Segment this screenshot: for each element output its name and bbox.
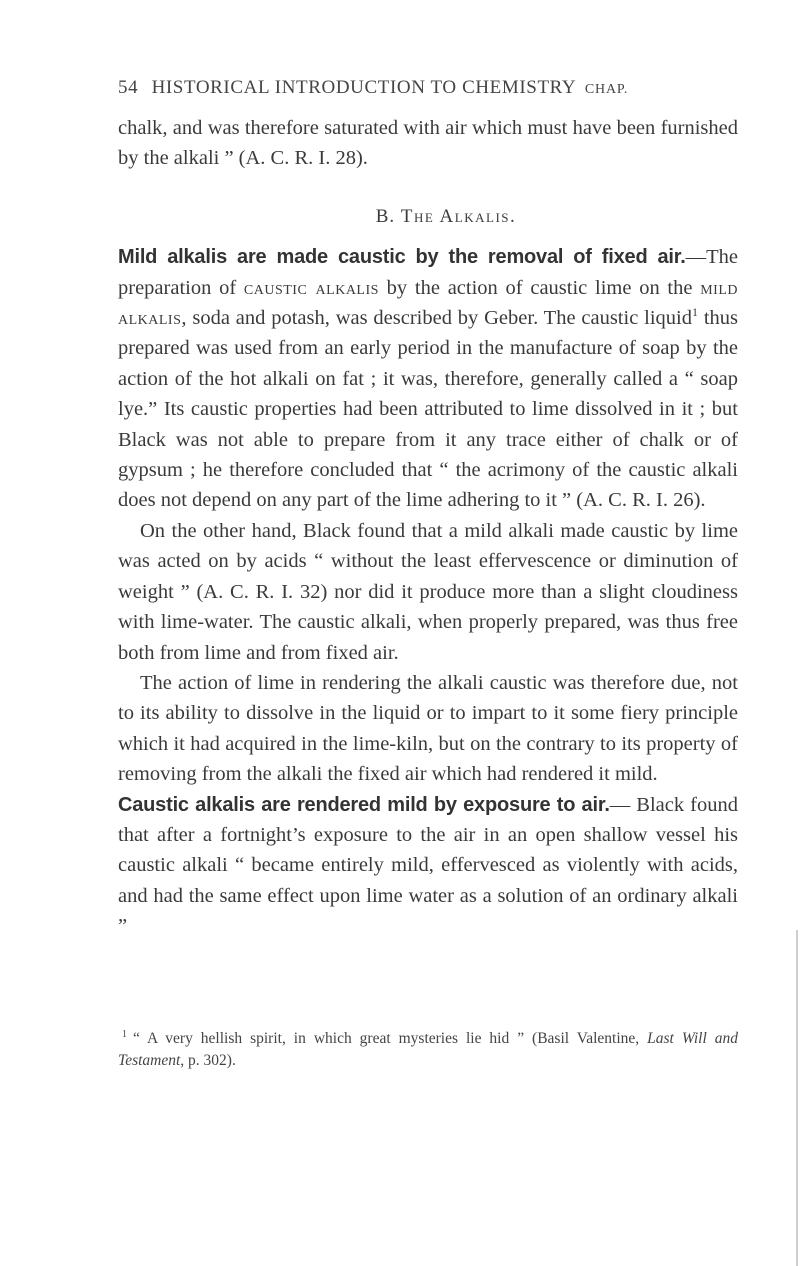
paragraph-action-of-lime: The action of lime in rendering the alkali caustic was therefore due, not to its ability to dissolve in the liquid or to impart to it some fiery principle which it had acquired in the lime-kiln, but on the contrary to its property of removing from the alkali the fixed air which had rendered it mild. (118, 671, 738, 786)
bold-lead-mild-alkalis: Mild alkalis are made caustic by the removal of fixed air. (118, 246, 686, 269)
term-mild-alkalis: mild alkalis (118, 276, 739, 330)
para1-text-3: , soda and potash, was described by Geber. The caustic liquid (181, 307, 692, 330)
footnote (118, 1028, 738, 1072)
footnote-reference[interactable]: 1 (691, 305, 698, 320)
running-header (118, 77, 738, 99)
para1-text-2: by the action of caustic lime on the (378, 276, 701, 299)
paragraph-caustic-alkalis (118, 790, 738, 942)
section-letter: B. (375, 205, 396, 227)
para1-text-4: thus prepared was used from an early period in the manufacture of soap by the action of the hot alkali on fat ; it was, therefore, generally called a “ soap lye.” Its caustic properties had been attributed to lime dissolved in it ; but Black was not able to prepare from it any trace either of chalk or of gypsum ; he therefore concluded that “ the acrimony of the caustic alkali does not depend on any part of the lime adhering to it ” (A. C. R. I. 26). (118, 307, 738, 512)
paragraph-black-acids: On the other hand, Black found that a mild alkali made caustic by lime was acted on by acids “ without the least effervescence or diminution of weight ” (A. C. R. I. 32) nor did it produce more than a slight cloudiness with lime-water. The caustic alkali, when properly prepared, was thus free both from lime and from fixed air. (118, 519, 738, 664)
section-title-text: The Alkalis. (400, 205, 517, 227)
term-caustic-alkalis: caustic alkalis (243, 276, 379, 299)
footnote-mark: 1 (122, 1028, 127, 1040)
running-title: HISTORICAL INTRODUCTION TO CHEMISTRY (151, 77, 576, 98)
page-edge-line (796, 930, 798, 1266)
footnote-text-1: “ A very hellish spirit, in which great mysteries lie hid ” (Basil Valentine, (133, 1030, 648, 1047)
section-heading (118, 202, 738, 232)
para1-text-1: —The preparation of (118, 246, 738, 299)
paragraph-mild-alkalis (118, 242, 738, 516)
footnote-text-2: , p. 302). (180, 1052, 236, 1069)
main-text (118, 113, 738, 942)
para4-text: — Black found that after a fortnight’s exposure to the air in an open shallow vessel his caustic alkali “ became entirely mild, effervesced as violently with acids, and had the same effect upon lime water as a solution of an ordinary alkali ” (118, 793, 738, 938)
continuation-paragraph: chalk, and was therefore saturated with air which must have been furnished by the alkali ” (A. C. R. I. 28). (118, 117, 738, 170)
chapter-abbrev: CHAP. (584, 82, 629, 97)
bold-lead-caustic-alkalis: Caustic alkalis are rendered mild by exposure to air. (118, 793, 610, 816)
footnote-book-title: Last Will and Testament (118, 1030, 739, 1069)
page-number: 54 (118, 77, 139, 98)
